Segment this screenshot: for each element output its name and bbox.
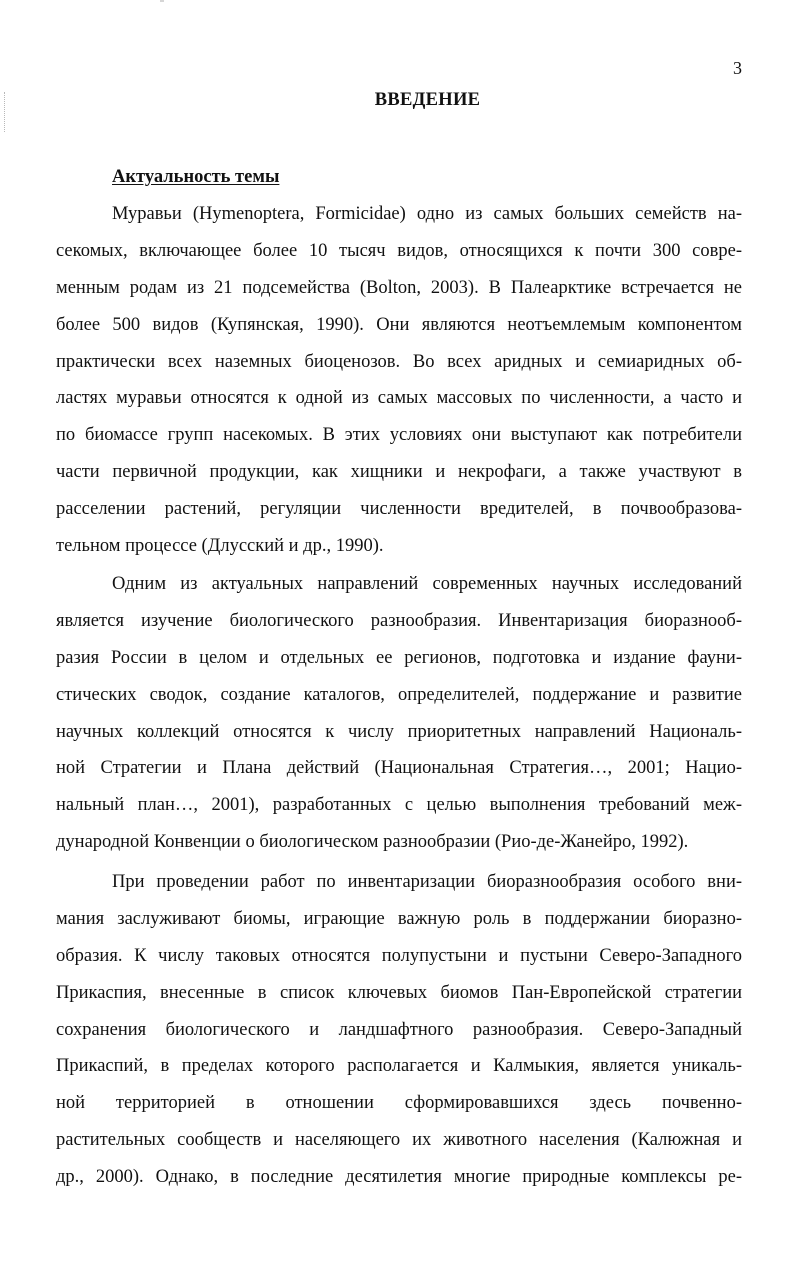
text-line: стических сводок, создание каталогов, определителей, поддержание и развитие <box>56 684 742 705</box>
paragraph-3 <box>56 864 742 1196</box>
text-line: части первичной продукции, как хищники и некрофаги, а также участвуют в <box>56 462 742 483</box>
text-line: тельном процессе (Длусский и др., 1990). <box>56 536 384 557</box>
text-line: по биомассе групп насекомых. В этих условиях они выступают как потребители <box>56 425 742 446</box>
text-line: научных коллекций относятся к числу приоритетных направлений Националь- <box>56 721 742 742</box>
text-line: сохранения биологического и ландшафтного разнообразия. Северо-Западный <box>56 1019 742 1040</box>
text-line: практически всех наземных биоценозов. Во всех аридных и семиаридных об- <box>56 351 742 372</box>
page-title: ВВЕДЕНИЕ <box>374 90 481 110</box>
text-line: Муравьи (Hymenoptera, Formicidae) одно из самых больших семейств на- <box>112 204 742 224</box>
text-line: разия России в целом и отдельных ее регионов, подготовка и издание фауни- <box>56 647 742 668</box>
text-line: расселении растений, регуляции численности вредителей, в почвообразова- <box>56 499 742 520</box>
text-line: мания заслуживают биомы, играющие важную роль в поддержании биоразно- <box>56 908 742 929</box>
scan-mark <box>160 0 164 2</box>
paragraph-1 <box>56 196 742 565</box>
text-line: ной Стратегии и Плана действий (Национальная Стратегия…, 2001; Нацио- <box>56 758 742 779</box>
text-line: дународной Конвенции о биологическом разнообразии (Рио-де-Жанейро, 1992). <box>56 832 689 853</box>
text-line: растительных сообществ и населяющего их животного населения (Калюжная и <box>56 1130 742 1151</box>
text-line: более 500 видов (Купянская, 1990). Они являются неотъемлемым компонентом <box>56 314 742 335</box>
text-line: Прикаспия, внесенные в список ключевых биомов Пан-Европейской стратегии <box>56 982 742 1003</box>
text-line: ластях муравьи относятся к одной из самых массовых по численности, а часто и <box>56 388 742 409</box>
text-line: менным родам из 21 подсемейства (Bolton, 2003). В Палеарктике встречается не <box>56 277 742 298</box>
text-line: образия. К числу таковых относятся полупустыни и пустыни Северо-Западного <box>56 945 742 966</box>
paragraph-2 <box>56 566 742 861</box>
text-line: секомых, включающее более 10 тысяч видов, относящихся к почти 300 совре- <box>56 240 742 261</box>
text-line: Прикаспий, в пределах которого располагается и Калмыкия, является уникаль- <box>56 1056 742 1077</box>
text-line: ной территорией в отношении сформировавшихся здесь почвенно- <box>56 1093 742 1114</box>
text-line: является изучение биологического разнообразия. Инвентаризация биоразнооб- <box>56 610 742 631</box>
text-line: При проведении работ по инвентаризации биоразнообразия особого вни- <box>112 872 742 892</box>
text-line: нальный план…, 2001), разработанных с целью выполнения требований меж- <box>56 795 742 816</box>
text-line: др., 2000). Однако, в последние десятилетия многие природные комплексы ре- <box>56 1167 742 1188</box>
page-number: 3 <box>733 58 742 78</box>
text-line: Одним из актуальных направлений современных научных исследований <box>112 574 742 594</box>
section-heading: Актуальность темы <box>112 167 280 187</box>
